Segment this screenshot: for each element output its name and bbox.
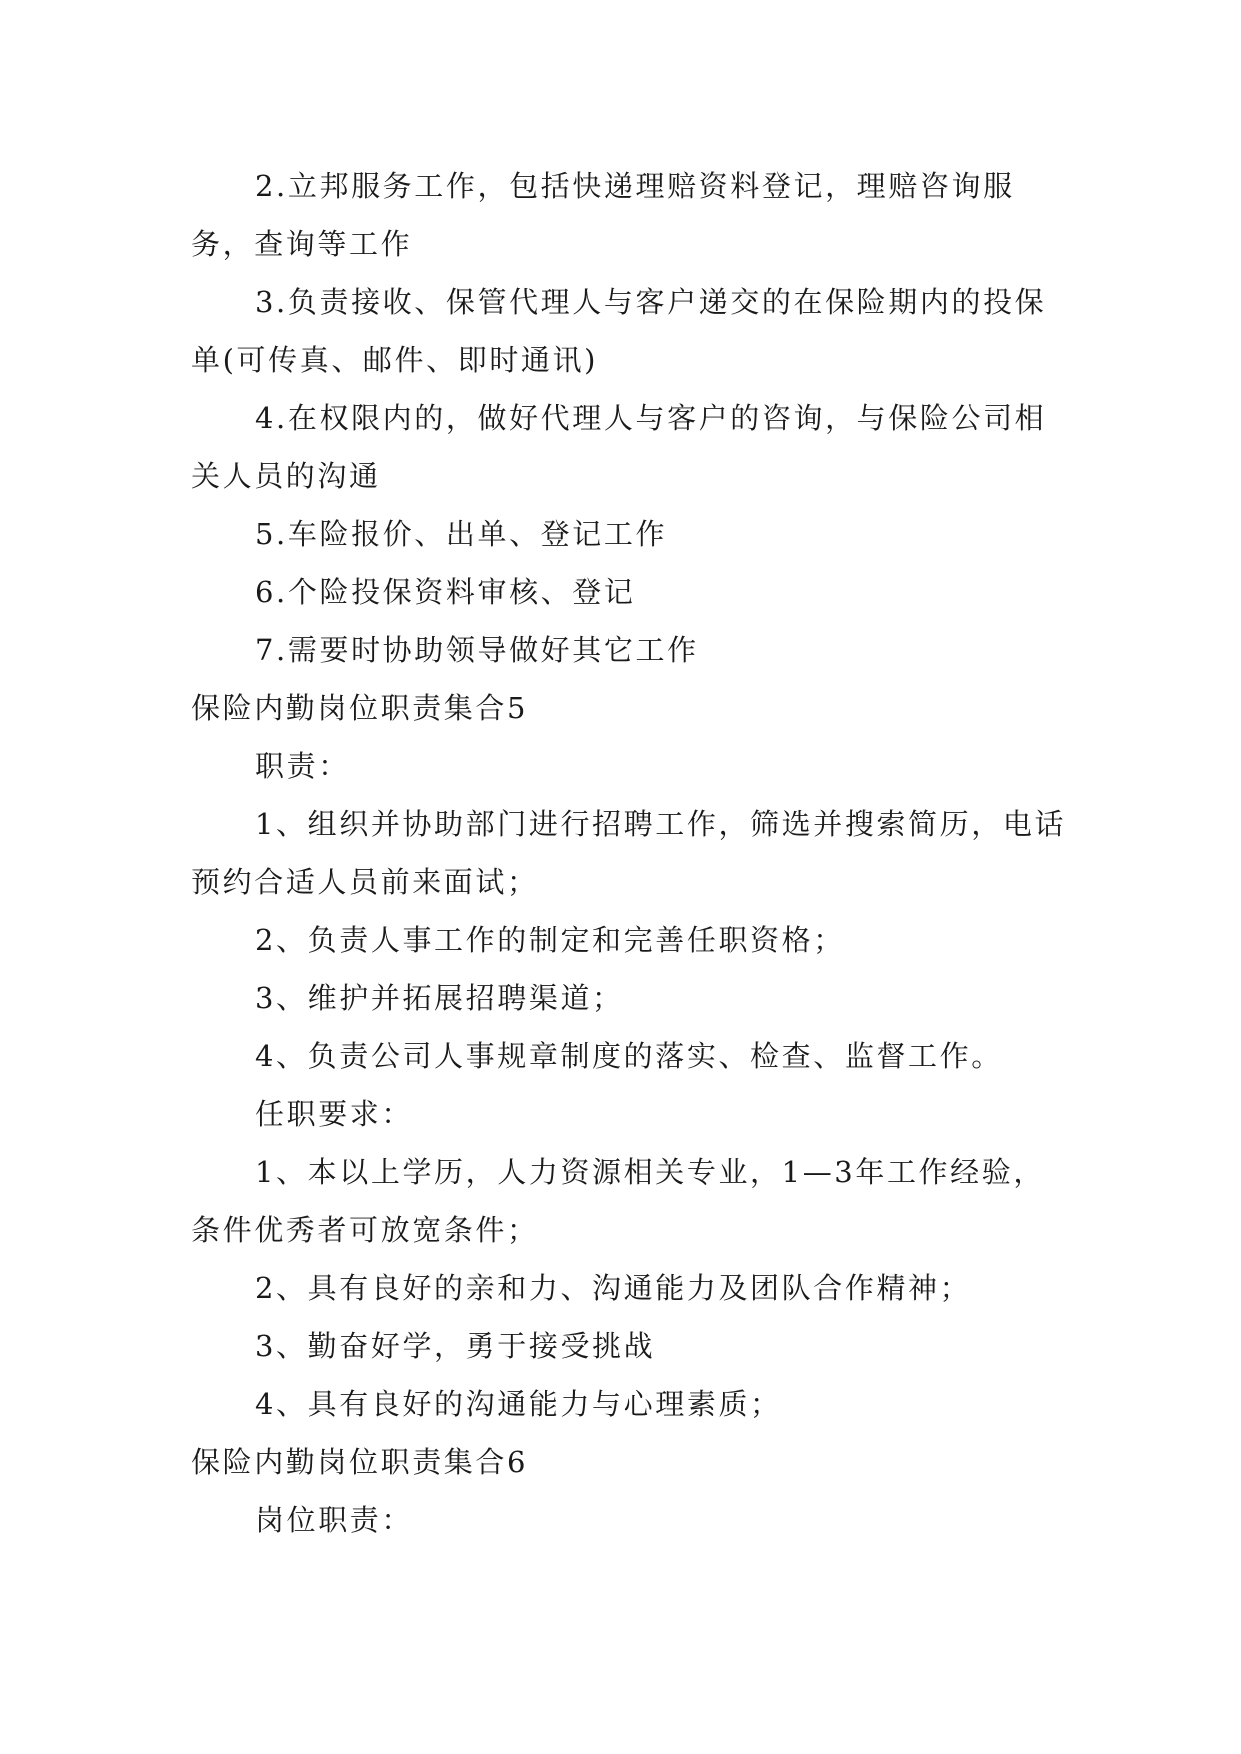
duty-item-1: 1、组织并协助部门进行招聘工作，筛选并搜索简历，电话预约合适人员前来面试；	[191, 807, 1067, 899]
paragraph-item-6: 6.个险投保资料审核、登记	[255, 575, 636, 609]
section-heading-5: 保险内勤岗位职责集合5	[191, 691, 529, 725]
document-body	[191, 157, 1071, 1549]
requirement-item-2: 2、具有良好的亲和力、沟通能力及团队合作精神；	[255, 1271, 972, 1305]
paragraph-item-5: 5.车险报价、出单、登记工作	[255, 517, 668, 551]
label-requirements: 任职要求：	[255, 1097, 414, 1131]
label-duties: 职责：	[255, 749, 350, 783]
requirement-item-4: 4、具有良好的沟通能力与心理素质；	[255, 1387, 782, 1421]
requirement-item-1: 1、本以上学历，人力资源相关专业，1—3年工作经验，条件优秀者可放宽条件；	[191, 1155, 1045, 1247]
section-heading-6: 保险内勤岗位职责集合6	[191, 1445, 529, 1479]
paragraph-item-2: 2.立邦服务工作，包括快递理赔资料登记，理赔咨询服务，查询等工作	[191, 169, 1015, 261]
duty-item-4: 4、负责公司人事规章制度的落实、检查、监督工作。	[255, 1039, 1003, 1073]
label-position-duties: 岗位职责：	[255, 1503, 414, 1537]
paragraph-item-3: 3.负责接收、保管代理人与客户递交的在保险期内的投保单(可传真、邮件、即时通讯)	[191, 285, 1047, 377]
paragraph-item-7: 7.需要时协助领导做好其它工作	[255, 633, 699, 667]
requirement-item-3: 3、勤奋好学，勇于接受挑战	[255, 1329, 656, 1363]
duty-item-2: 2、负责人事工作的制定和完善任职资格；	[255, 923, 845, 957]
paragraph-item-4: 4.在权限内的，做好代理人与客户的咨询，与保险公司相关人员的沟通	[191, 401, 1047, 493]
duty-item-3: 3、维护并拓展招聘渠道；	[255, 981, 624, 1015]
